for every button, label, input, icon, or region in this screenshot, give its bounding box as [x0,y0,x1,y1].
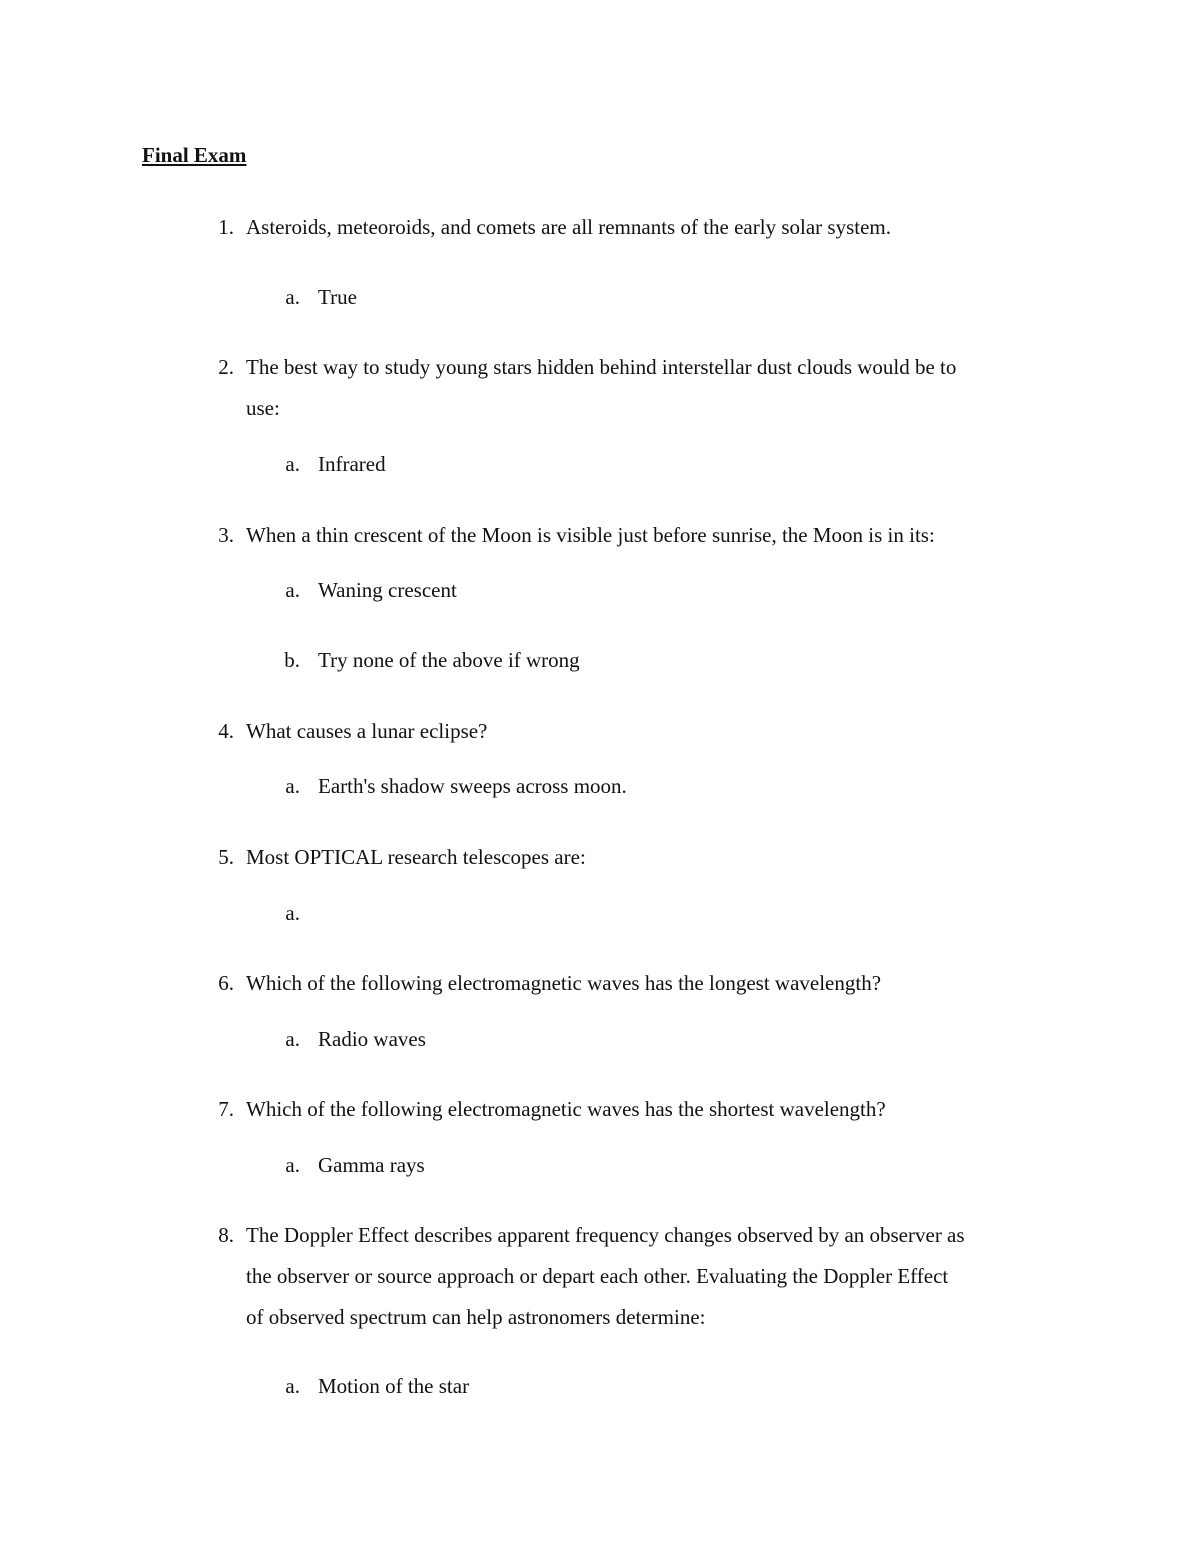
question-text-continued: use: [246,396,280,420]
question-text: When a thin crescent of the Moon is visible just before sunrise, the Moon is in its: [246,523,935,547]
answer-text: Motion of the star [318,1374,470,1398]
question-number: 1. [218,215,234,239]
question-text: What causes a lunar eclipse? [246,719,488,743]
question-text: The best way to study young stars hidden behind interstellar dust clouds would be to [246,355,957,379]
answer-letter: b. [284,648,300,672]
answer-text: Waning crescent [318,578,457,602]
answer-text: Try none of the above if wrong [318,648,580,672]
question-number: 2. [218,355,234,379]
page-title: Final Exam [142,143,247,167]
question-text-continued: the observer or source approach or depart each other. Evaluating the Doppler Effect [246,1264,949,1288]
answer-letter: a. [285,901,300,925]
answer-text: Gamma rays [318,1153,425,1177]
answer-letter: a. [285,285,300,309]
answer-letter: a. [285,774,300,798]
answer-text: Infrared [318,452,386,476]
question-number: 8. [218,1223,234,1247]
question-number: 6. [218,971,234,995]
answer-text: True [318,285,357,309]
answer-text: Earth's shadow sweeps across moon. [318,774,627,798]
question-text: Most OPTICAL research telescopes are: [246,845,586,869]
answer-letter: a. [285,452,300,476]
question-number: 4. [218,719,234,743]
question-number: 5. [218,845,234,869]
question-text: Which of the following electromagnetic waves has the shortest wavelength? [246,1097,886,1121]
question-text-continued: of observed spectrum can help astronomers determine: [246,1305,706,1329]
question-text: Which of the following electromagnetic waves has the longest wavelength? [246,971,882,995]
question-text: The Doppler Effect describes apparent frequency changes observed by an observer as [246,1223,965,1247]
answer-letter: a. [285,578,300,602]
answer-letter: a. [285,1374,300,1398]
question-text: Asteroids, meteoroids, and comets are all remnants of the early solar system. [246,215,891,239]
question-number: 3. [218,523,234,547]
question-number: 7. [218,1097,234,1121]
answer-letter: a. [285,1027,300,1051]
answer-letter: a. [285,1153,300,1177]
answer-text: Radio waves [318,1027,426,1051]
